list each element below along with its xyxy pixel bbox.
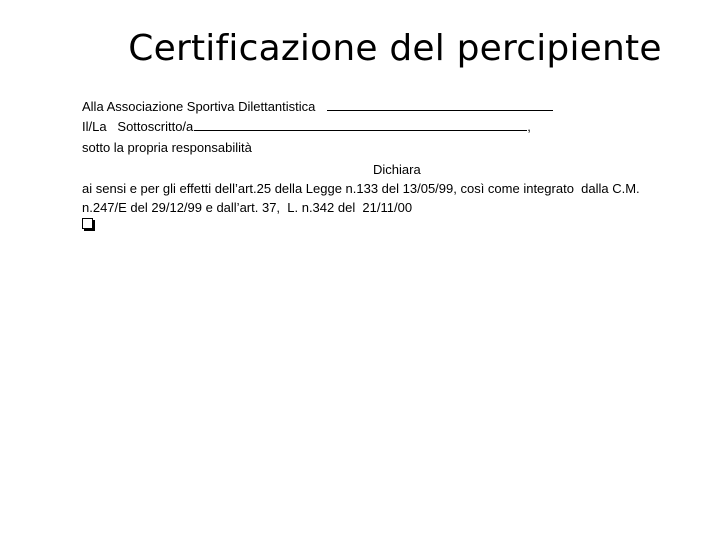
legal-reference-line-2: n.247/E del 29/12/99 e dall’art. 37, L. n.342 del 21/11/00 bbox=[82, 200, 413, 215]
declares-heading: Dichiara bbox=[373, 162, 421, 177]
undersigned-name-blank[interactable] bbox=[194, 118, 527, 131]
association-name-blank[interactable] bbox=[327, 98, 553, 111]
undersigned-line bbox=[82, 118, 531, 136]
responsibility-line: sotto la propria responsabilità bbox=[82, 140, 252, 155]
association-label: Alla Associazione Sportiva Dilettantistica bbox=[82, 99, 316, 114]
undersigned-label: Il/La Sottoscritto/a bbox=[82, 119, 194, 134]
document-title: Certificazione del percipiente bbox=[128, 28, 662, 69]
association-line bbox=[82, 98, 553, 116]
option-checkbox[interactable] bbox=[82, 218, 93, 229]
undersigned-trailing-comma: , bbox=[527, 119, 531, 134]
legal-reference-line-1: ai sensi e per gli effetti dell’art.25 della Legge n.133 del 13/05/99, così come integrato dalla C.M. bbox=[82, 181, 640, 196]
